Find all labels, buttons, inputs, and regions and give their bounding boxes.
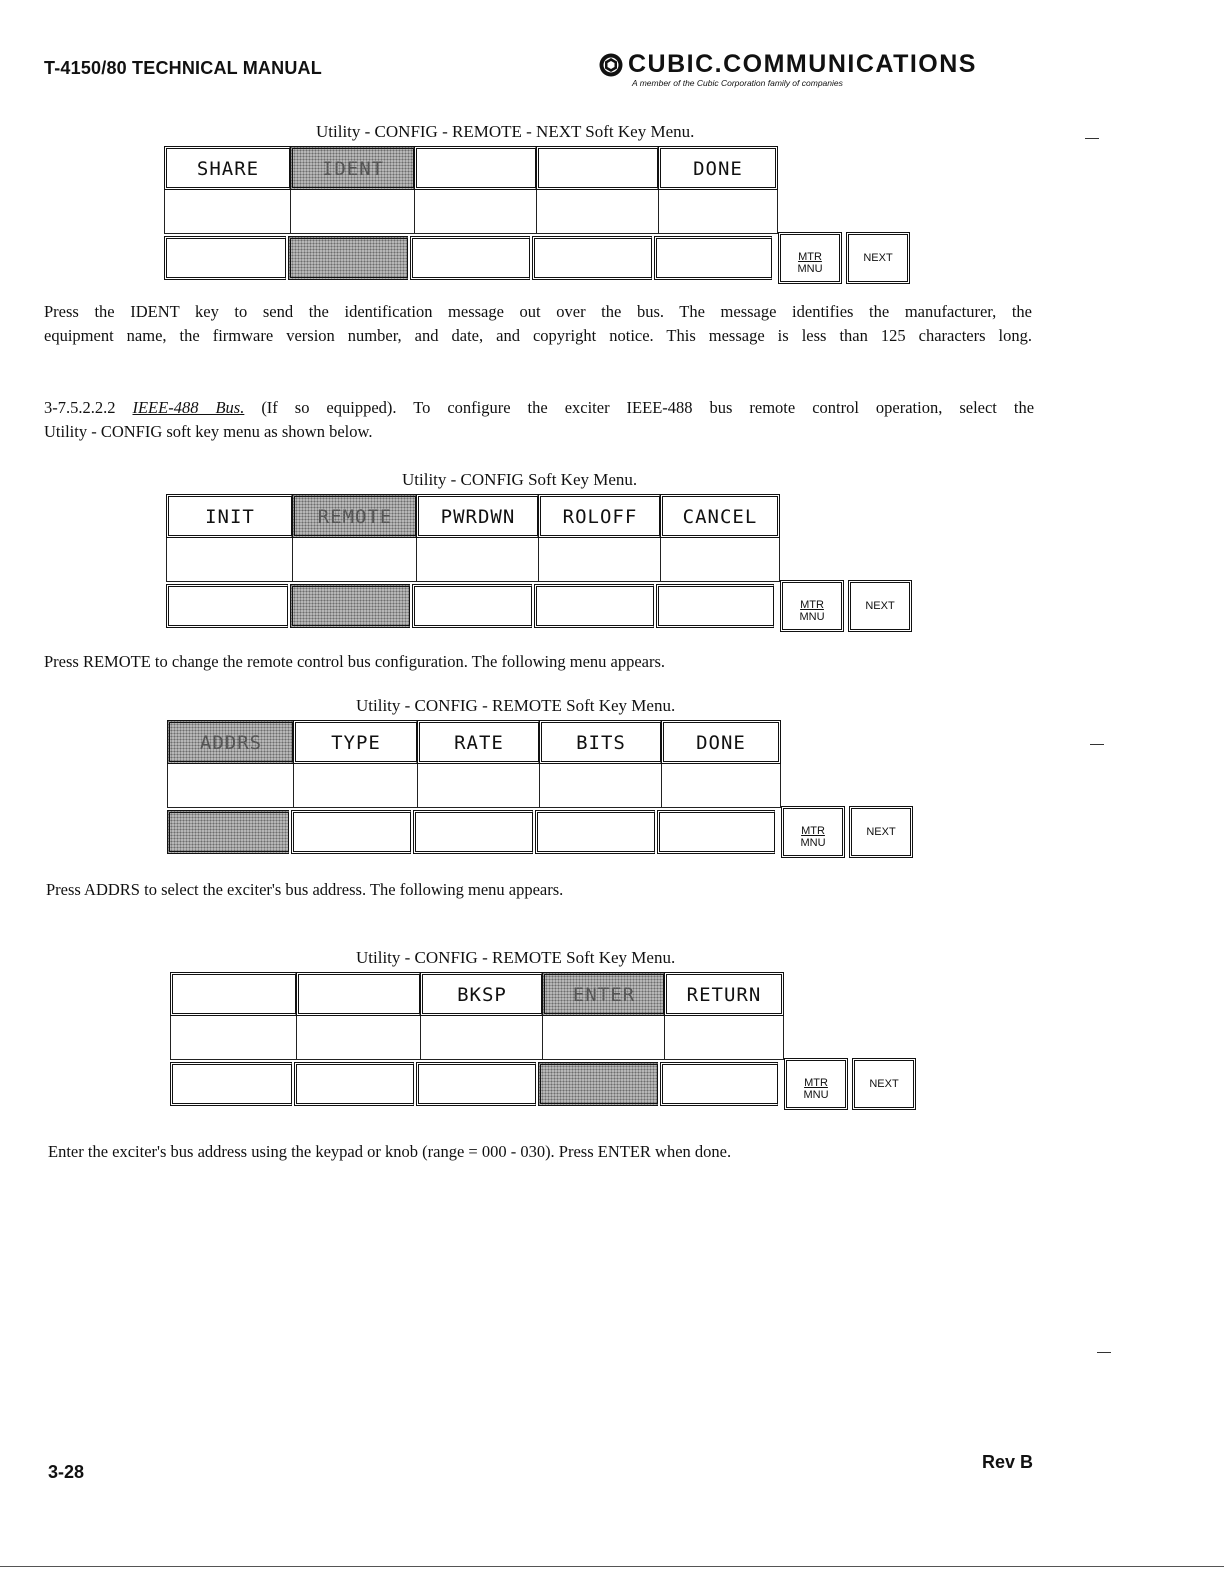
hard-key-2[interactable] <box>288 236 408 280</box>
soft-key-4-label: BITS <box>576 732 626 754</box>
section-line1-rest: (If so equipped). To configure the exciter IEEE-488 bus remote control operation, select the <box>261 398 1035 417</box>
meter-menu-key[interactable] <box>784 1058 848 1110</box>
hard-key-1[interactable] <box>164 236 286 280</box>
hard-key-row <box>167 810 777 854</box>
hard-key-4[interactable] <box>532 236 652 280</box>
soft-key-5[interactable] <box>661 720 781 764</box>
divider-cell <box>416 538 538 582</box>
margin-mark <box>1097 1352 1111 1353</box>
meter-menu-key[interactable] <box>781 806 845 858</box>
hard-key-5[interactable] <box>656 584 774 628</box>
soft-key-2-label: IDENT <box>321 158 385 180</box>
section-line2: Utility - CONFIG soft key menu as shown below. <box>44 422 373 441</box>
meter-key-label-top: MTR <box>804 1077 828 1089</box>
hard-key-5[interactable] <box>660 1062 778 1106</box>
soft-key-5[interactable] <box>660 494 780 538</box>
divider-cell <box>292 538 416 582</box>
hard-key-5[interactable] <box>654 236 772 280</box>
menu2-caption: Utility - CONFIG Soft Key Menu. <box>402 470 638 489</box>
soft-key-3-label: RATE <box>454 732 504 754</box>
divider-cell <box>542 1016 664 1060</box>
soft-key-4[interactable] <box>538 494 660 538</box>
divider-cell <box>166 538 292 582</box>
addrs-description: Press ADDRS to select the exciter's bus address. The following menu appears. <box>46 880 564 899</box>
hard-key-row <box>166 584 776 628</box>
divider-cell <box>536 190 658 234</box>
soft-key-5-label: DONE <box>696 732 746 754</box>
soft-key-1[interactable] <box>166 494 292 538</box>
hard-key-4[interactable] <box>535 810 655 854</box>
soft-key-menu-address-entry <box>170 972 930 1114</box>
meter-key-label-top: MTR <box>798 251 822 263</box>
soft-key-1-label: INIT <box>205 506 255 528</box>
hard-key-2[interactable] <box>294 1062 414 1106</box>
hard-key-1[interactable] <box>167 810 289 854</box>
hard-key-row <box>170 1062 780 1106</box>
meter-key-label-bottom: MNU <box>797 263 823 275</box>
section-title: IEEE-488 Bus. <box>132 398 245 417</box>
section-paragraph <box>44 396 1034 444</box>
hard-key-row <box>164 236 774 280</box>
soft-key-top-row <box>167 720 781 764</box>
divider-cell <box>293 764 417 808</box>
soft-key-3-label: BKSP <box>457 984 507 1006</box>
next-key[interactable] <box>846 232 910 284</box>
margin-mark <box>1085 138 1099 139</box>
next-key[interactable] <box>852 1058 916 1110</box>
soft-key-divider-row <box>164 190 778 234</box>
soft-key-menu-next <box>164 146 924 288</box>
soft-key-1-label: SHARE <box>196 158 260 180</box>
divider-cell <box>660 538 780 582</box>
soft-key-5-label: RETURN <box>686 984 762 1006</box>
meter-key-label-bottom: MNU <box>800 837 826 849</box>
soft-key-2[interactable] <box>290 146 414 190</box>
page-number: 3-28 <box>48 1462 85 1482</box>
soft-key-divider-row <box>167 764 781 808</box>
soft-key-5-label: CANCEL <box>682 506 758 528</box>
soft-key-top-row <box>166 494 780 538</box>
company-name: CUBIC.COMMUNICATIONS <box>628 50 977 78</box>
soft-key-3[interactable] <box>416 494 538 538</box>
revision-label: Rev B <box>982 1452 1034 1472</box>
soft-key-1[interactable] <box>170 972 296 1016</box>
soft-key-3[interactable] <box>420 972 542 1016</box>
company-tagline: A member of the Cubic Corporation family of companies <box>632 78 843 88</box>
soft-key-1[interactable] <box>167 720 293 764</box>
soft-key-3-label: PWRDWN <box>440 506 516 528</box>
ident-description-line1: Press the IDENT key to send the identification message out over the bus. The message identifies the manufacturer, the <box>44 302 1032 321</box>
soft-key-3[interactable] <box>417 720 539 764</box>
soft-key-2-label: TYPE <box>331 732 381 754</box>
soft-key-3[interactable] <box>414 146 536 190</box>
divider-cell <box>538 538 660 582</box>
meter-key-label-top: MTR <box>801 825 825 837</box>
soft-key-2[interactable] <box>293 720 417 764</box>
meter-key-label-bottom: MNU <box>803 1089 829 1101</box>
soft-key-5[interactable] <box>664 972 784 1016</box>
next-key-label: NEXT <box>869 1078 899 1090</box>
next-key-label: NEXT <box>863 252 893 264</box>
meter-key-label-bottom: MNU <box>799 611 825 623</box>
soft-key-top-row <box>164 146 778 190</box>
enter-description: Enter the exciter's bus address using the keypad or knob (range = 000 - 030). Press ENTER when done. <box>48 1142 732 1161</box>
next-key[interactable] <box>848 580 912 632</box>
soft-key-2-label: REMOTE <box>317 506 393 528</box>
hard-key-4[interactable] <box>534 584 654 628</box>
soft-key-4[interactable] <box>536 146 658 190</box>
section-number: 3-7.5.2.2.2 <box>44 398 116 417</box>
divider-cell <box>167 764 293 808</box>
soft-key-top-row <box>170 972 784 1016</box>
divider-cell <box>539 764 661 808</box>
remote-description: Press REMOTE to change the remote control bus configuration. The following menu appears. <box>44 652 666 671</box>
soft-key-2[interactable] <box>292 494 416 538</box>
soft-key-2[interactable] <box>296 972 420 1016</box>
soft-key-4[interactable] <box>539 720 661 764</box>
soft-key-4-label: ROLOFF <box>562 506 638 528</box>
soft-key-5-label: DONE <box>693 158 743 180</box>
divider-cell <box>420 1016 542 1060</box>
ident-description <box>44 300 1032 348</box>
hard-key-3[interactable] <box>412 584 532 628</box>
divider-cell <box>664 1016 784 1060</box>
soft-key-menu-config <box>166 494 926 636</box>
hard-key-3[interactable] <box>416 1062 536 1106</box>
hard-key-2[interactable] <box>291 810 411 854</box>
bottom-rule <box>0 1566 1224 1567</box>
soft-key-4-label: ENTER <box>572 984 636 1006</box>
ident-description-line2: equipment name, the firmware version number, and date, and copyright notice. This message is less than 125 characters long. <box>44 326 1032 345</box>
hard-key-4[interactable] <box>538 1062 658 1106</box>
hard-key-2[interactable] <box>290 584 410 628</box>
cubic-logo-icon <box>598 52 624 78</box>
meter-menu-key[interactable] <box>778 232 842 284</box>
meter-key-label-top: MTR <box>800 599 824 611</box>
divider-cell <box>417 764 539 808</box>
divider-cell <box>296 1016 420 1060</box>
divider-cell <box>414 190 536 234</box>
soft-key-divider-row <box>166 538 780 582</box>
menu3-caption: Utility - CONFIG - REMOTE Soft Key Menu. <box>356 696 676 715</box>
divider-cell <box>661 764 781 808</box>
hard-key-3[interactable] <box>410 236 530 280</box>
next-key-label: NEXT <box>865 600 895 612</box>
next-key-label: NEXT <box>866 826 896 838</box>
section-line1 <box>44 396 1034 420</box>
company-logo <box>598 48 1038 92</box>
menu1-caption: Utility - CONFIG - REMOTE - NEXT Soft Key Menu. <box>316 122 695 141</box>
soft-key-menu-remote <box>167 720 927 862</box>
divider-cell <box>658 190 778 234</box>
hard-key-1[interactable] <box>170 1062 292 1106</box>
soft-key-5[interactable] <box>658 146 778 190</box>
soft-key-4[interactable] <box>542 972 664 1016</box>
menu4-caption: Utility - CONFIG - REMOTE Soft Key Menu. <box>356 948 676 967</box>
hard-key-5[interactable] <box>657 810 775 854</box>
soft-key-1[interactable] <box>164 146 290 190</box>
divider-cell <box>164 190 290 234</box>
soft-key-1-label: ADDRS <box>199 732 263 754</box>
hard-key-1[interactable] <box>166 584 288 628</box>
hard-key-3[interactable] <box>413 810 533 854</box>
meter-menu-key[interactable] <box>780 580 844 632</box>
divider-cell <box>290 190 414 234</box>
divider-cell <box>170 1016 296 1060</box>
next-key[interactable] <box>849 806 913 858</box>
manual-title: T-4150/80 TECHNICAL MANUAL <box>44 58 322 78</box>
soft-key-divider-row <box>170 1016 784 1060</box>
margin-mark <box>1090 744 1104 745</box>
